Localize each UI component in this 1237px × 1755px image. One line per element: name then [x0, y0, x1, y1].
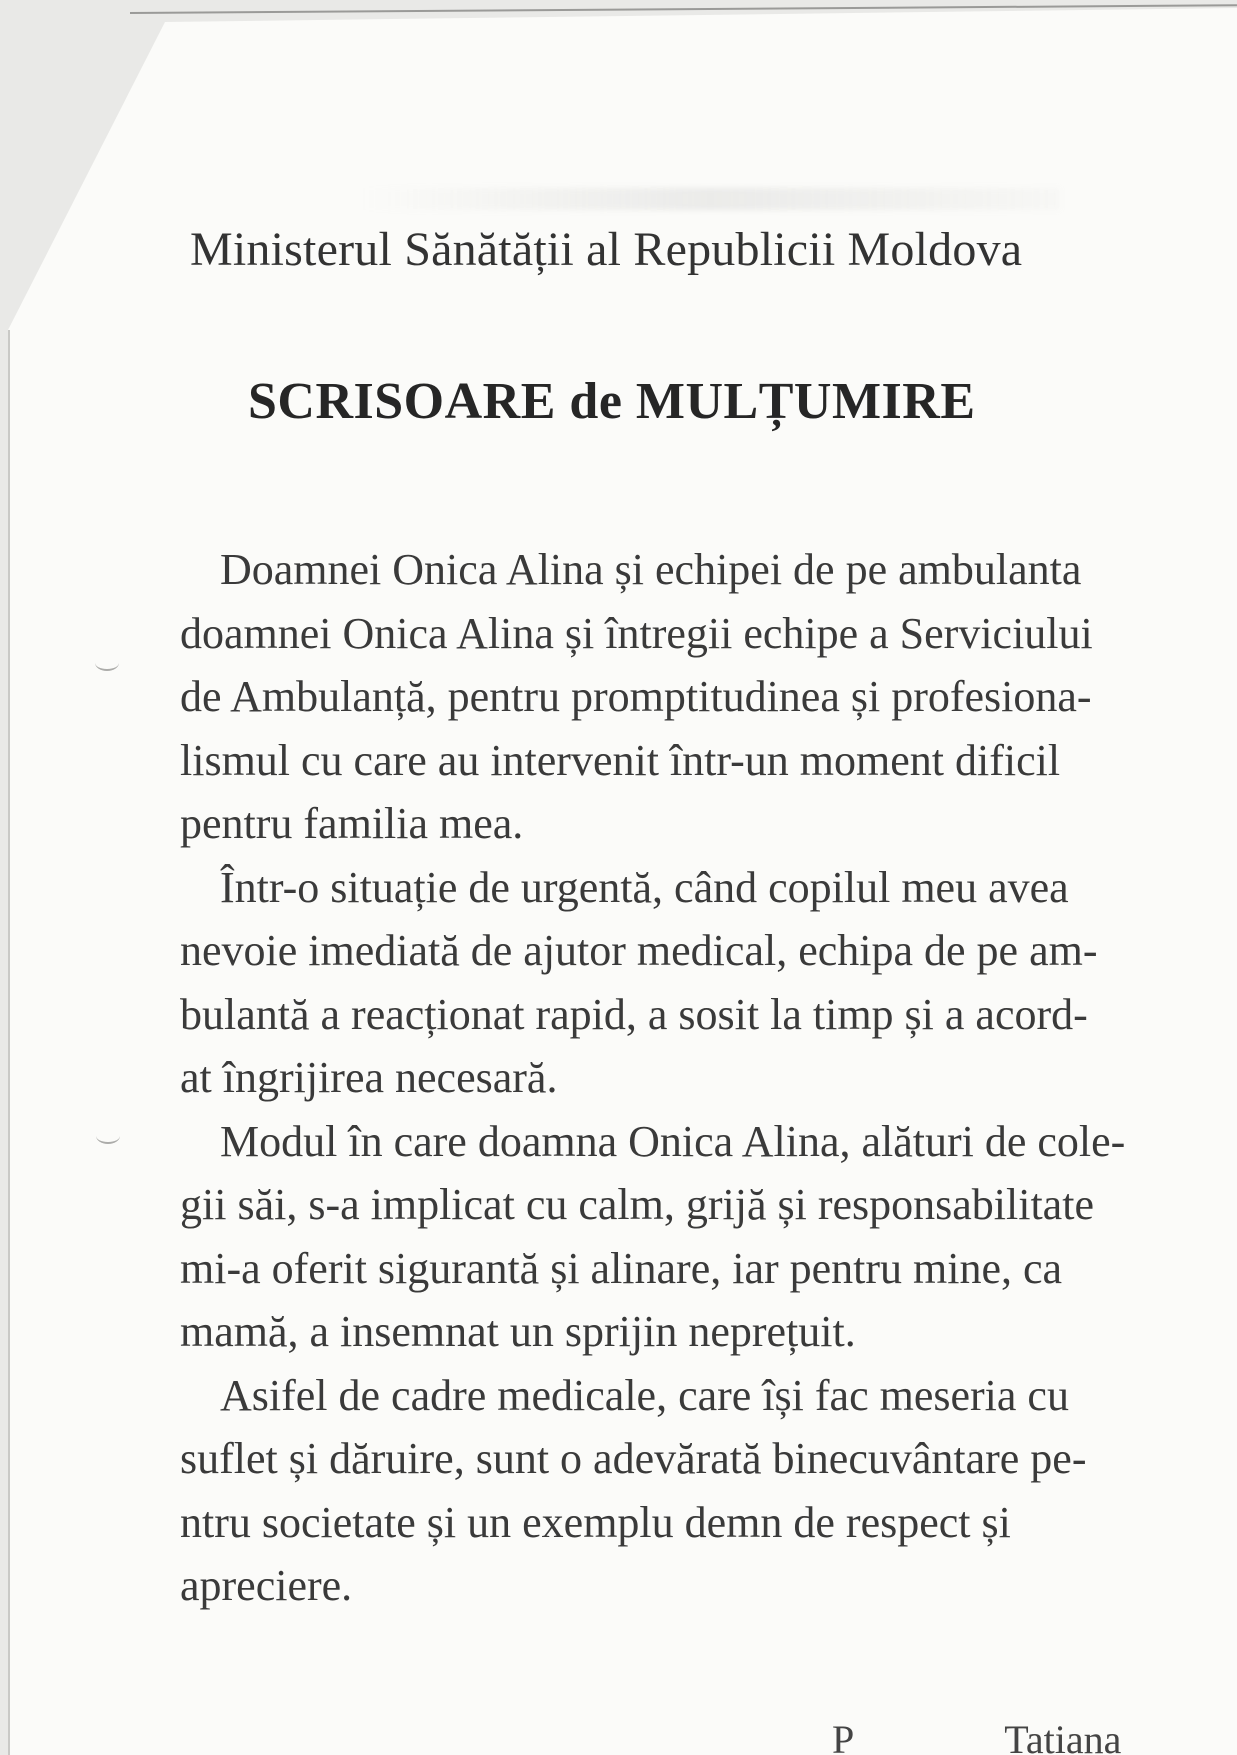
text-line: gii săi, s-a implicat cu calm, grijă și responsabilitate	[180, 1180, 1094, 1229]
paragraph	[180, 1364, 1190, 1618]
text-line: doamnei Onica Alina și întregii echipe a Serviciului	[180, 608, 1093, 658]
signature	[832, 1716, 1212, 1755]
text-line: at îngrijirea necesară.	[180, 1053, 558, 1102]
punch-hole-mark	[96, 1128, 120, 1144]
paragraph	[180, 856, 1190, 1110]
text-line: Asifel de cadre medicale, care își fac meseria cu	[220, 1370, 1069, 1420]
signature-initial: P	[832, 1717, 855, 1755]
text-line: mamă, a insemnat un sprijin neprețuit.	[180, 1307, 856, 1356]
letter-body	[180, 538, 1190, 1618]
text-line: suflet și dăruire, sunt o adevărată binecuvântare pe-	[180, 1434, 1087, 1483]
text-line: Într-o situație de urgentă, când copilul meu avea	[220, 862, 1069, 912]
ministry-heading: Ministerul Sănătății al Republicii Moldova	[190, 223, 1023, 276]
text-line: apreciere.	[180, 1561, 353, 1610]
page-left-edge	[8, 330, 10, 1755]
text-line: bulantă a reacționat rapid, a sosit la timp și a acord-	[180, 989, 1088, 1039]
text-line: ntru societate și un exemplu demn de respect și	[180, 1497, 1011, 1547]
text-line: Doamnei Onica Alina și echipei de pe ambulanta	[220, 545, 1082, 594]
text-line: nevoie imediată de ajutor medical, echipa de pe am-	[180, 926, 1098, 975]
text-line: de Ambulanță, pentru promptitudinea și profesiona-	[180, 672, 1092, 721]
paragraph	[180, 1110, 1190, 1364]
letter-title: SCRISOARE de MULȚUMIRE	[248, 373, 976, 430]
signature-name: Tatiana	[1004, 1717, 1122, 1755]
text-line: Modul în care doamna Onica Alina, alături de cole-	[220, 1116, 1126, 1166]
text-line: mi-a oferit sigurantă și alinare, iar pentru mine, ca	[180, 1243, 1063, 1293]
punch-hole-mark	[95, 655, 119, 671]
text-line: pentru familia mea.	[180, 799, 524, 848]
show-through-bleed	[360, 188, 1060, 210]
text-line: lismul cu care au intervenit într-un moment dificil	[180, 735, 1061, 785]
paragraph	[180, 538, 1190, 856]
